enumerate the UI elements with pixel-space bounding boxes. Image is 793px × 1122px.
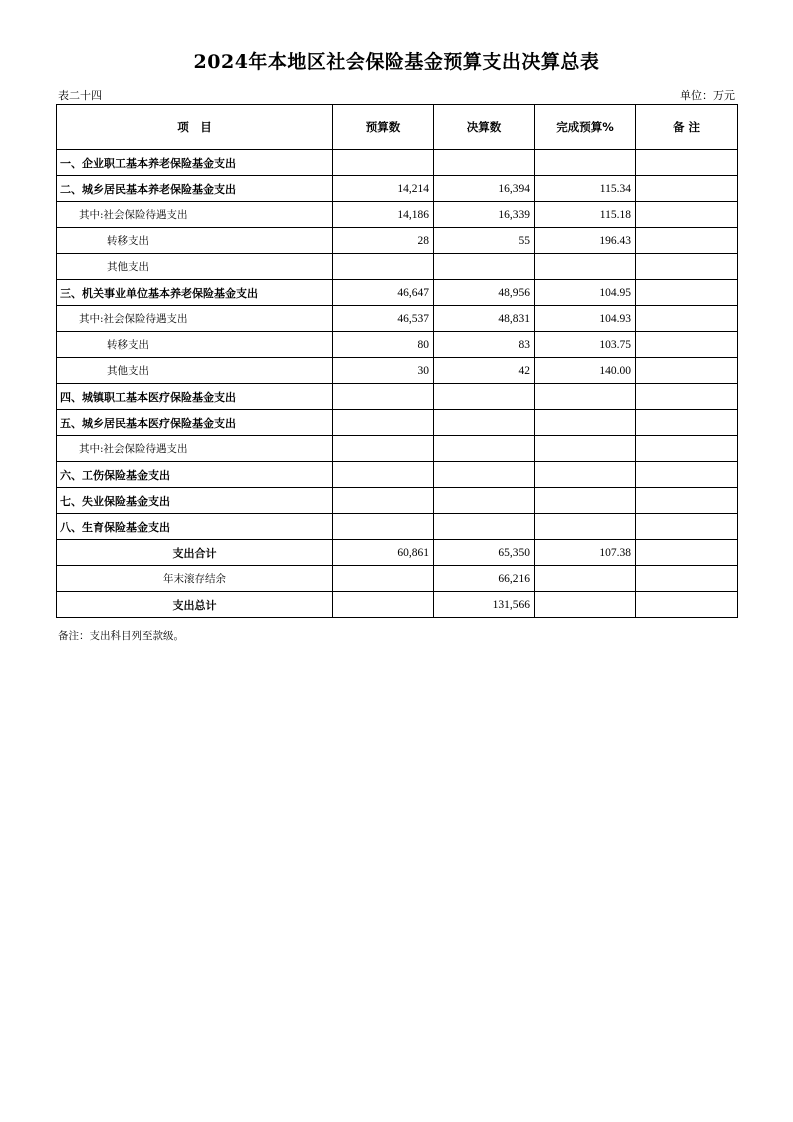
table-row-subtotal xyxy=(57,540,738,566)
row-item: 四、城镇职工基本医疗保险基金支出 xyxy=(57,384,333,410)
row-budget xyxy=(333,384,434,410)
table-row xyxy=(57,410,738,436)
row-remark xyxy=(636,566,738,592)
table-row xyxy=(57,176,738,202)
table-id: 表二十四 xyxy=(58,89,102,102)
row-rate xyxy=(535,436,636,462)
table-row xyxy=(57,488,738,514)
table-row xyxy=(57,436,738,462)
row-budget xyxy=(333,514,434,540)
row-item: 五、城乡居民基本医疗保险基金支出 xyxy=(57,410,333,436)
row-rate: 140.00 xyxy=(535,358,636,384)
row-final xyxy=(434,514,535,540)
row-final xyxy=(434,436,535,462)
row-item: 其中:社会保险待遇支出 xyxy=(57,306,333,332)
row-final xyxy=(434,150,535,176)
row-item: 其他支出 xyxy=(57,254,333,280)
row-item: 七、失业保险基金支出 xyxy=(57,488,333,514)
row-item: 六、工伤保险基金支出 xyxy=(57,462,333,488)
row-budget: 80 xyxy=(333,332,434,358)
row-item: 其他支出 xyxy=(57,358,333,384)
table-row xyxy=(57,384,738,410)
row-final: 42 xyxy=(434,358,535,384)
row-rate xyxy=(535,384,636,410)
row-item: 转移支出 xyxy=(57,332,333,358)
header-final: 决算数 xyxy=(434,105,535,150)
row-item: 三、机关事业单位基本养老保险基金支出 xyxy=(57,280,333,306)
row-budget xyxy=(333,436,434,462)
row-final: 55 xyxy=(434,228,535,254)
row-rate xyxy=(535,592,636,618)
table-row xyxy=(57,150,738,176)
row-final: 66,216 xyxy=(434,566,535,592)
row-final: 48,831 xyxy=(434,306,535,332)
row-remark xyxy=(636,254,738,280)
row-rate xyxy=(535,150,636,176)
row-budget xyxy=(333,462,434,488)
row-remark xyxy=(636,540,738,566)
row-rate: 104.93 xyxy=(535,306,636,332)
row-item: 其中:社会保险待遇支出 xyxy=(57,436,333,462)
row-item: 支出总计 xyxy=(57,592,333,618)
row-item: 支出合计 xyxy=(57,540,333,566)
row-final: 131,566 xyxy=(434,592,535,618)
row-remark xyxy=(636,410,738,436)
row-final: 16,394 xyxy=(434,176,535,202)
header-budget: 预算数 xyxy=(333,105,434,150)
table-header-row xyxy=(57,105,738,150)
row-remark xyxy=(636,488,738,514)
row-budget: 28 xyxy=(333,228,434,254)
row-budget xyxy=(333,592,434,618)
row-remark xyxy=(636,228,738,254)
row-remark xyxy=(636,280,738,306)
row-remark xyxy=(636,384,738,410)
row-item: 转移支出 xyxy=(57,228,333,254)
header-rate: 完成预算% xyxy=(535,105,636,150)
row-final xyxy=(434,488,535,514)
row-final: 48,956 xyxy=(434,280,535,306)
row-budget xyxy=(333,254,434,280)
row-final xyxy=(434,254,535,280)
row-remark xyxy=(636,358,738,384)
row-final xyxy=(434,462,535,488)
row-budget xyxy=(333,410,434,436)
row-rate xyxy=(535,488,636,514)
table-row xyxy=(57,306,738,332)
row-rate: 104.95 xyxy=(535,280,636,306)
row-final: 83 xyxy=(434,332,535,358)
table-row-carryover xyxy=(57,566,738,592)
row-budget xyxy=(333,488,434,514)
row-budget: 14,186 xyxy=(333,202,434,228)
row-rate xyxy=(535,566,636,592)
row-remark xyxy=(636,202,738,228)
row-budget xyxy=(333,566,434,592)
row-remark xyxy=(636,150,738,176)
table-row xyxy=(57,514,738,540)
row-final: 65,350 xyxy=(434,540,535,566)
row-rate xyxy=(535,254,636,280)
row-budget: 46,537 xyxy=(333,306,434,332)
row-budget: 14,214 xyxy=(333,176,434,202)
header-remark: 备 注 xyxy=(636,105,738,150)
expenditure-table xyxy=(56,104,738,618)
row-remark xyxy=(636,306,738,332)
table-row xyxy=(57,254,738,280)
row-item: 一、企业职工基本养老保险基金支出 xyxy=(57,150,333,176)
row-item: 年末滚存结余 xyxy=(57,566,333,592)
footnote: 备注：支出科目列至款级。 xyxy=(58,630,184,642)
row-budget: 60,861 xyxy=(333,540,434,566)
header-item: 项 目 xyxy=(57,105,333,150)
table-row-grand-total xyxy=(57,592,738,618)
row-remark xyxy=(636,176,738,202)
row-remark xyxy=(636,332,738,358)
row-item: 八、生育保险基金支出 xyxy=(57,514,333,540)
row-rate: 107.38 xyxy=(535,540,636,566)
row-rate xyxy=(535,410,636,436)
table-row xyxy=(57,332,738,358)
row-rate: 196.43 xyxy=(535,228,636,254)
row-budget: 30 xyxy=(333,358,434,384)
row-remark xyxy=(636,436,738,462)
page-title: 2024年本地区社会保险基金预算支出决算总表 xyxy=(193,51,600,73)
row-remark xyxy=(636,592,738,618)
row-remark xyxy=(636,462,738,488)
table-row xyxy=(57,202,738,228)
row-final xyxy=(434,384,535,410)
row-budget xyxy=(333,150,434,176)
unit-label: 单位：万元 xyxy=(680,89,735,102)
row-rate: 103.75 xyxy=(535,332,636,358)
row-item: 其中:社会保险待遇支出 xyxy=(57,202,333,228)
row-rate: 115.34 xyxy=(535,176,636,202)
row-remark xyxy=(636,514,738,540)
row-final xyxy=(434,410,535,436)
table-row xyxy=(57,462,738,488)
row-final: 16,339 xyxy=(434,202,535,228)
row-rate: 115.18 xyxy=(535,202,636,228)
row-item: 二、城乡居民基本养老保险基金支出 xyxy=(57,176,333,202)
table-row xyxy=(57,228,738,254)
table-row xyxy=(57,358,738,384)
row-rate xyxy=(535,462,636,488)
row-rate xyxy=(535,514,636,540)
table-row xyxy=(57,280,738,306)
row-budget: 46,647 xyxy=(333,280,434,306)
